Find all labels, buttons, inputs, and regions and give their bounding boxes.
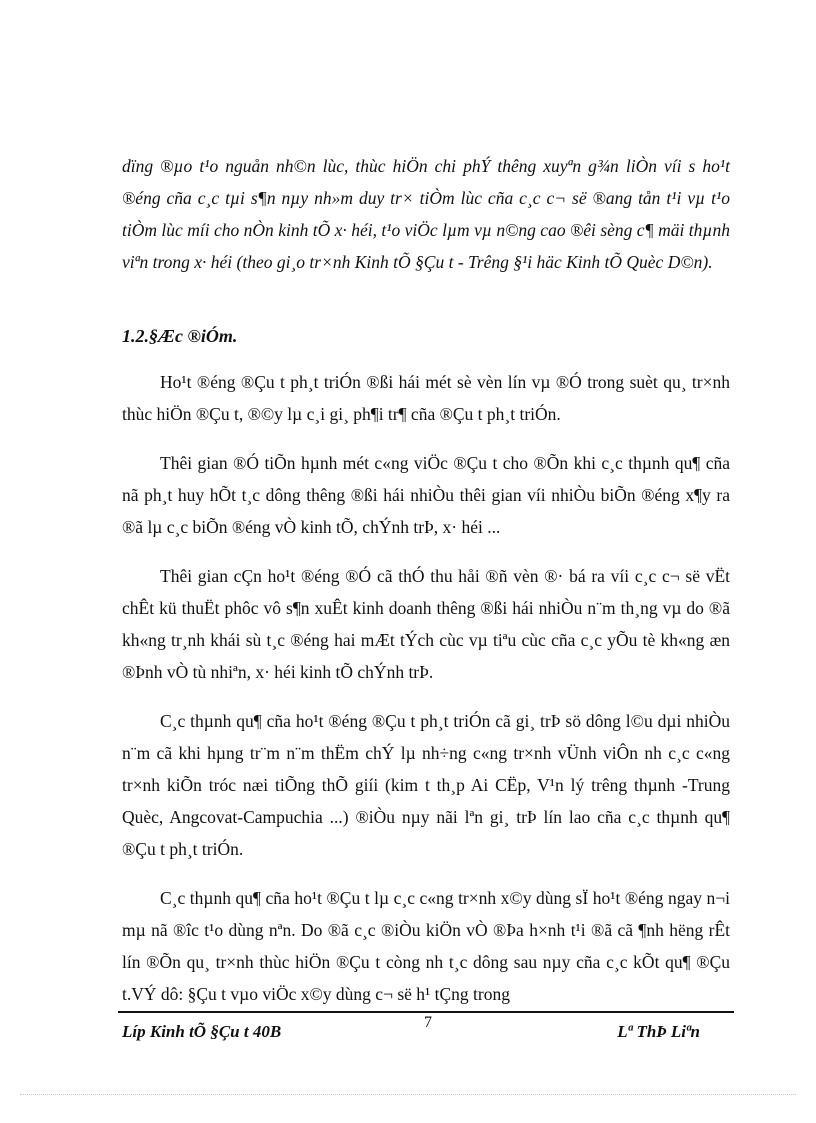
footer-class-name: Líp Kinh tÕ §Çu t 40B [122,1022,282,1041]
paragraph-5: C¸c thµnh qu¶ cña ho¹t ®Çu t lµ c¸c c«ng tr×nh x©y dùng sÏ ho¹t ®éng ngay n¬i mµ nã ®îc t¹o dùng nªn. Do ®ã c¸c ®iÒu kiÖn vÒ ®Þa h×nh t¹i ®ã cã ¶nh hëng rÊt lín ®Õn qu¸ tr×nh thùc hiÖn ®Çu t còng nh t¸c dông sau nµy cña c¸c kÕt qu¶ ®Çu t.VÝ dô: §Çu t vµo viÖc x©y dùng c¬ së h¹ tÇng trong [122,888,730,1004]
paragraph-2: Thêi gian ®Ó tiÕn hµnh mét c«ng viÖc ®Çu t cho ®Õn khi c¸c thµnh qu¶ cña nã ph¸t huy hÕt t¸c dông thêng ®ßi hái nhiÒu thêi gian víi nhiÒu biÕn ®éng x¶y ra ®ã lµ c¸c biÕn ®éng vÒ kinh tÕ, chÝnh trÞ, x· héi ... [122,453,730,537]
paragraph-4: C¸c thµnh qu¶ cña ho¹t ®éng ®Çu t ph¸t triÓn cã gi¸ trÞ sö dông l©u dµi nhiÒu n¨m cã khi hµng tr¨m n¨m thËm chÝ lµ nh÷ng c«ng tr×nh vÜnh viÔn nh c¸c c«ng tr×nh kiÕn tróc næi tiÕng thÕ giíi (kim t th¸p Ai CËp, V¹n lý trêng thµnh -Trung Quèc, Angcovat-Campuchia ...) ®iÒu nµy nãi lªn gi¸ trÞ lín lao cña c¸c thµnh qu¶ ®Çu t ph¸t triÓn. [122,711,730,859]
body-text [122,366,730,1027]
paragraph-3: Thêi gian cÇn ho¹t ®éng ®Ó cã thÓ thu håi ®ñ vèn ®· bá ra víi c¸c c¬ së vËt chÊt kü thuËt phôc vô s¶n xuÊt kinh doanh thêng ®ßi hái nhiÒu n¨m th¸ng vµ do ®ã kh«ng tr¸nh khái sù t¸c ®éng hai mÆt tÝch cùc vµ tiªu cùc cña c¸c yÕu tè kh«ng æn ®Þnh vÒ tù nhiªn, x· héi kinh tÕ chÝnh trÞ. [122,566,730,682]
page-edge-divider [20,1094,796,1095]
paragraph-1: Ho¹t ®éng ®Çu t ph¸t triÓn ®ßi hái mét sè vèn lín vµ ®Ó trong suèt qu¸ tr×nh thùc hiÖn ®Çu t, ®©y lµ c¸i gi¸ ph¶i tr¶ cña ®Çu t ph¸t triÓn. [122,372,730,424]
page-number: 7 [424,1014,432,1031]
footer-author: Lª ThÞ Liªn [617,1022,700,1041]
section-heading: 1.2.§Æc ®iÓm. [122,326,238,346]
intro-paragraph: dïng ®µo t¹o nguån nh©n lùc, thùc hiÖn chi phÝ thêng xuyªn g¾n liÒn víi s ho¹t ®éng cña c¸c tµi s¶n nµy nh»m duy tr× tiÒm lùc cña c¸c c¬ së ®ang tån t¹i vµ t¹o tiÒm lùc míi cho nÒn kinh tÕ x· héi, t¹o viÖc lµm vµ n©ng cao ®êi sèng c¶ mäi thµnh viªn trong x· héi (theo gi¸o tr×nh Kinh tÕ §Çu t - Trêng §¹i häc Kinh tÕ Quèc D©n). [122,156,730,272]
footer-divider [118,1011,734,1013]
